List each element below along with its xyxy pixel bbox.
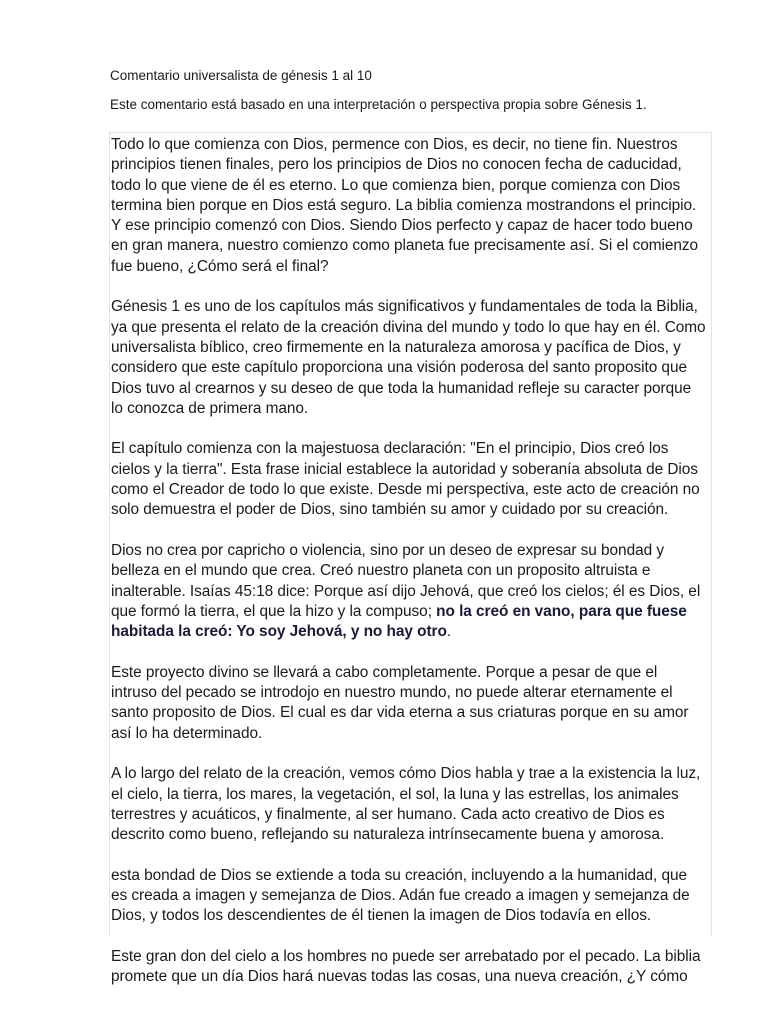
text-line: Dios tuvo al crearnos y su deseo de que toda la humanidad refleje su caracter porque (111, 379, 692, 397)
text-line: Este gran don del cielo a los hombres no puede ser arrebatado por el pecado. La biblia (111, 947, 701, 965)
text-line: Dios no crea por capricho o violencia, sino por un deseo de expresar su bondad y (111, 541, 664, 559)
text-line: Este proyecto divino se llevará a cabo completamente. Porque a pesar de que el (111, 663, 658, 681)
text-line: santo proposito de Dios. El cual es dar vida eterna a sus criaturas porque en su amor (111, 704, 689, 722)
text-line: El capítulo comienza con la majestuosa declaración: "En el principio, Dios creó los (111, 440, 669, 458)
text-line: fue bueno, ¿Cómo será el final? (111, 257, 329, 275)
text-line: solo demuestra el poder de Dios, sino también su amor y cuidado por su creación. (111, 501, 669, 519)
text-line (111, 622, 715, 642)
text-line: esta bondad de Dios se extiende a toda su creación, incluyendo a la humanidad, que (111, 866, 688, 884)
text-line: A lo largo del relato de la creación, vemos cómo Dios habla y trae a la existencia la luz, (111, 765, 701, 783)
text-line: promete que un día Dios hará nuevas todas las cosas, una nueva creación, ¿Y cómo (111, 968, 688, 986)
text-line: Dios, y todos los descendientes de él tienen la imagen de Dios todavía en ellos. (111, 907, 652, 925)
text-line: lo conozca de primera mano. (111, 399, 309, 417)
paragraph-8 (111, 947, 715, 988)
bold-verse-quote: habitada la creó: Yo soy Jehová, y no hay otro (111, 623, 447, 641)
commentary-text-box (109, 132, 712, 986)
text-line: en gran manera, nuestro comienzo como planeta fue precisamente así. Si el comienzo (111, 237, 699, 255)
text-line: descrito como bueno, reflejando su naturaleza intrínsecamente buena y amorosa. (111, 826, 665, 844)
text-line: universalista bíblico, creo firmemente en la naturaleza amorosa y pacífica de Dios, y (111, 338, 681, 356)
paragraph-2 (111, 297, 715, 419)
text-line: considero que este capítulo proporciona una visión poderosa del santo proposito que (111, 359, 687, 377)
text-line: así lo ha determinado. (111, 724, 263, 742)
paragraph-5 (111, 663, 715, 744)
text-line: todo lo que viene de él es eterno. Lo que comienza bien, porque comienza con Dios (111, 176, 681, 194)
paragraph-4 (111, 541, 715, 642)
text-line: belleza en el mundo que crea. Creó nuestro planeta con un proposito altruista e (111, 562, 651, 580)
text-line: Todo lo que comienza con Dios, permence con Dios, es decir, no tiene fin. Nuestros (111, 136, 678, 153)
paragraph-7 (111, 866, 715, 927)
commentary-body (111, 135, 715, 1008)
text-line: Génesis 1 es uno de los capítulos más significativos y fundamentales de toda la Biblia, (111, 298, 698, 316)
text-line: termina bien porque en Dios está seguro. La biblia comienza mostrandons el principio. (111, 196, 697, 214)
text-line: terrestres y acuáticos, y finalmente, al ser humano. Cada acto creativo de Dios es (111, 805, 665, 823)
paragraph-3 (111, 439, 715, 520)
text-line: cielos y la tierra". Esta frase inicial establece la autoridad y soberanía absoluta de Dios (111, 460, 698, 478)
paragraph-1 (111, 135, 715, 277)
text-line: el cielo, la tierra, los mares, la vegetación, el sol, la luna y las estrellas, los animales (111, 785, 679, 803)
text-line: Y ese principio comenzó con Dios. Siendo Dios perfecto y capaz de hacer todo bueno (111, 217, 693, 235)
text-line: inalterable. Isaías 45:18 dice: Porque así dijo Jehová, que creó los cielos; él es Dios, el (111, 582, 701, 600)
document-title: Comentario universalista de génesis 1 al 10 (110, 68, 372, 83)
text-line: intruso del pecado se introdojo en nuestro mundo, no puede alterar eternamente el (111, 684, 673, 702)
text-fragment: . (446, 623, 452, 641)
text-line: ya que presenta el relato de la creación divina del mundo y todo lo que hay en él. Como (111, 318, 706, 336)
text-line: principios tienen finales, pero los principios de Dios no conocen fecha de caducidad, (111, 156, 682, 174)
paragraph-6 (111, 764, 715, 845)
text-line: es creada a imagen y semejanza de Dios. Adán fue creado a imagen y semejanza de (111, 886, 690, 904)
text-line (111, 602, 715, 622)
document-subtitle: Este comentario está basado en una interpretación o perspectiva propia sobre Génesis 1. (110, 97, 647, 112)
text-line: como el Creador de todo lo que existe. Desde mi perspectiva, este acto de creación no (111, 481, 700, 499)
text-fragment: que formó la tierra, el que la hizo y la compuso; (111, 602, 437, 620)
bold-verse-quote: no la creó en vano, para que fuese (436, 602, 687, 620)
